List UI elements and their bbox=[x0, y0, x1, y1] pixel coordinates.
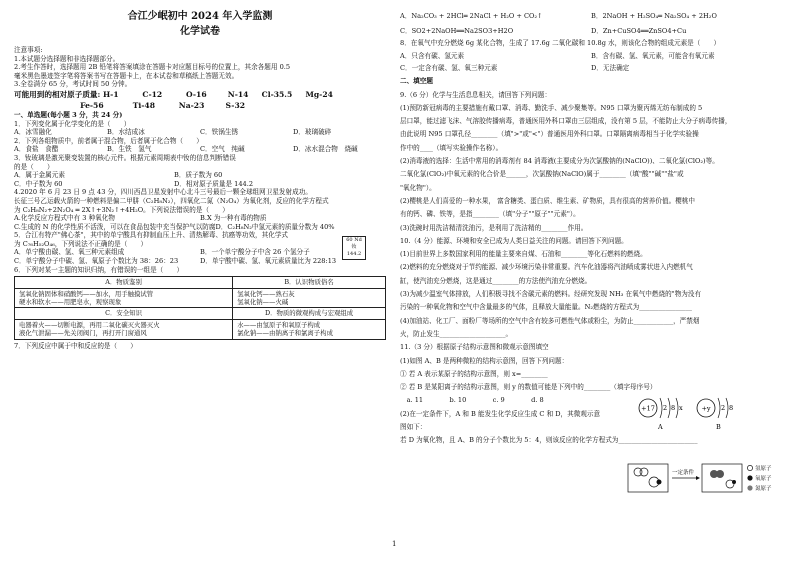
option-d: D．相对原子质量是 144.2 bbox=[174, 179, 254, 188]
q-line: 污染的一种氧化物和空气中含量最多的气体，且释放大量能量。N₂燃烧的方程式为________________ bbox=[400, 303, 692, 312]
left-column bbox=[14, 6, 386, 350]
notice-head: 注意事项: bbox=[14, 46, 43, 54]
option-b: B．生铁 氢气 bbox=[107, 145, 152, 154]
mass-na: Na-23 bbox=[178, 100, 205, 110]
option-a: A．只含有碳、氢元素 bbox=[400, 51, 465, 60]
reaction-micro-diagram bbox=[626, 460, 786, 496]
q-line: 作中的____（填写实验操作名称）。 bbox=[400, 143, 503, 152]
q-line: 9.（6 分）化学与生活息息相关，请回答下列问题： bbox=[400, 90, 552, 99]
q1-stem: 1．下列变化属于化学变化的是（ ） bbox=[14, 119, 131, 128]
q-line: ① 若 A 表示某原子的结构示意图，则 x=________ bbox=[400, 369, 548, 378]
label-b: B bbox=[716, 423, 721, 431]
q7-stem: 7．下列反应中属于中和反应的是（ ） bbox=[14, 341, 137, 350]
q-line: (1)目前世界上多数国家利用的能量主要来自煤、石油和________等化石燃料的燃烧。 bbox=[400, 250, 647, 259]
legend-h-icon bbox=[747, 465, 752, 470]
q-line: (2)樱桃是人们喜爱的一种水果， 富含糖类、蛋白质、维生素、矿物质，具有很高的营养价值。樱桃中 bbox=[400, 196, 695, 205]
q6-table bbox=[14, 276, 386, 339]
notice-item: 毫米黑色墨迹签字笔将答案书写在答题卡上，在本试卷和草稿纸上答题无效。 bbox=[14, 71, 239, 80]
legend-n-icon bbox=[747, 485, 752, 490]
table-cell bbox=[233, 319, 386, 339]
mass-mg: Mg-24 bbox=[305, 89, 333, 99]
shell-b1: 2 bbox=[721, 404, 726, 412]
cell-line: 硬水和软水——用肥皂水，观察现象 bbox=[19, 298, 122, 307]
q-line: (1)预防新冠病毒的主要措施有戴口罩、消毒、勤洗手、减少聚集等。N95 口罩为聚丙烯无纺布制成的 5 bbox=[400, 103, 703, 112]
q5-line: 5．合江有特产"佛心茶"，其中的单宁酸具有抑制血压上升、清热解毒、抗癌等功效，其化学式 bbox=[14, 231, 289, 240]
mass-ti: Ti-48 bbox=[132, 100, 155, 110]
exam-subtitle: 化学试卷 bbox=[180, 26, 220, 37]
q5-options-row1 bbox=[14, 248, 386, 257]
option-b: B．水结成冰 bbox=[107, 128, 145, 137]
atomic-mass-row-1 bbox=[14, 89, 386, 100]
shell-a1: 2 bbox=[663, 404, 668, 412]
q-line: (2)燃料的充分燃烧对于节约能源、减少环境污染非常重要。汽车化油器将汽油喷成雾状进入内燃机气 bbox=[400, 263, 693, 272]
mass-cl: Cl-35.5 bbox=[261, 89, 293, 99]
option-d: D．玻璃破碎 bbox=[293, 128, 332, 137]
notice-item: 3.全卷满分 65 分，考试时间 50 分钟。 bbox=[14, 80, 132, 89]
option-c: C．空气 纯碱 bbox=[200, 145, 245, 154]
option-b: B.X 为一种有毒的物质 bbox=[200, 214, 267, 223]
option-c: C．一定含有碳、氢、氧三种元素 bbox=[400, 64, 498, 73]
section1-heading: 一、单选题(每小题 3 分，共 24 分) bbox=[14, 110, 123, 119]
q-line: (2)消毒液的选择：生活中常用的消毒剂有 84 消毒液(主要成分为次氯酸钠的(NaClO))、二氧化氯(ClO₂)等。 bbox=[400, 157, 719, 166]
table-head: D．物质的微观构成与宏观组成 bbox=[233, 308, 386, 319]
option-d: D．单宁酸中碳、氢、氧元素质量比为 228:13 bbox=[200, 257, 337, 266]
q-line: 11.（3 分）根据原子结构示意图和微观示意图填空 bbox=[400, 343, 549, 352]
q-line: 图如下： bbox=[400, 422, 427, 431]
element-name: 钕 bbox=[351, 244, 357, 250]
q-line: 缸，使汽油充分燃烧，这是通过________的方法使汽油充分燃烧。 bbox=[400, 276, 592, 285]
shell-a3: x bbox=[679, 404, 683, 412]
table-head: B．认识物质俗名 bbox=[233, 277, 386, 288]
cell-line: 氢氧化钠——火碱 bbox=[237, 298, 289, 307]
q-line: 由此说明 N95 口罩孔径________（填">"或"<"）普通医用外科口罩。口罩隔离病毒相当于化学实验操 bbox=[400, 130, 699, 139]
notice-item: 2.考生作答时，选择题用 2B 铅笔将答案填涂在答题卡对应题目标号的位置上，其余各题用 0.5 bbox=[14, 63, 291, 72]
q3-stem-cont: 的是（ ） bbox=[14, 162, 54, 171]
q4-line: 4.2020 年 6 月 23 日 9 点 43 分，四川西昌卫星发射中心北斗三号最后一颗全球组网卫星发射成功。 bbox=[14, 188, 312, 197]
option-c: C.生成的 N 的化学性质不活泼，可以在食品包装中充当保护气以防腐 bbox=[14, 222, 216, 231]
cell-line: 液化气泄漏——先关闭阀门，再打开门窗通风 bbox=[19, 329, 147, 338]
mass-h: H-1 bbox=[103, 89, 119, 99]
q-line: 若 D 为氧化物，且 A、B 的分子个数比为 5：4，则该反应的化学方程式为________________________ bbox=[400, 436, 698, 445]
q-line: (4)加油站、化工厂、面粉厂等场所的空气中含有较多可燃性气体或粉尘，为防止____________，严禁烟 bbox=[400, 316, 700, 325]
option-b: B．一个单宁酸分子中含 26 个氢分子 bbox=[200, 248, 310, 257]
q1-options bbox=[14, 128, 386, 137]
option-a: A．单宁酸由碳、氢、氧三种元素组成 bbox=[14, 248, 125, 257]
option-d: D．Zn+CuSO4══ZnSO4+Cu bbox=[591, 26, 687, 35]
mass-n: N-14 bbox=[227, 89, 249, 99]
mass-s: S-32 bbox=[225, 100, 246, 110]
table-cell bbox=[15, 319, 233, 339]
legend-o: 氧原子 bbox=[755, 476, 772, 482]
q-line: 火，防止发生____________________。 bbox=[400, 329, 513, 338]
cell-line: 氯化钠——由钠离子和氯离子构成 bbox=[237, 329, 333, 338]
mass-c: C-12 bbox=[142, 89, 163, 99]
option-d: D．C₂H₈N₂中氢元素的质量分数为 40% bbox=[215, 222, 335, 231]
exam-title: 合江少岷初中 2024 年入学监测 bbox=[127, 11, 273, 22]
option-b: B．质子数为 60 bbox=[174, 171, 223, 180]
legend-h: 氢原子 bbox=[755, 466, 772, 472]
option-a: A.化学反应方程式中有 3 种氧化物 bbox=[14, 214, 115, 223]
nucleus-b-charge: +y bbox=[701, 404, 711, 413]
product-box bbox=[702, 464, 742, 492]
option-c: C．铁锅生锈 bbox=[200, 128, 239, 137]
table-cell bbox=[15, 288, 233, 308]
atomic-mass-row-2 bbox=[14, 100, 386, 111]
option-a: A．Na₂CO₃ + 2HCl═ 2NaCl + H₂O + CO₂↑ bbox=[400, 12, 543, 20]
option-c: C．SO2+2NaOH══Na2SO3+H2O bbox=[400, 26, 514, 35]
table-cell bbox=[233, 288, 386, 308]
q3-options-row2 bbox=[14, 180, 334, 189]
q7-options-row1 bbox=[400, 12, 782, 21]
option-c: C．中子数为 60 bbox=[14, 179, 63, 188]
q-line: a. 11 b. 10 c. 9 d. 8 bbox=[400, 396, 544, 405]
section2-heading: 二、填空题 bbox=[400, 76, 433, 85]
right-column bbox=[400, 12, 782, 448]
legend-o-icon bbox=[747, 475, 752, 480]
q8-options-row2 bbox=[400, 64, 782, 73]
legend-n: 氮原子 bbox=[755, 486, 772, 492]
notice-item: 1.本试题分选择题和非选择题部分。 bbox=[14, 54, 120, 63]
shell-a2: 8 bbox=[671, 404, 676, 412]
arrow-label: 一定条件 bbox=[672, 470, 695, 476]
q8-options-row1 bbox=[400, 52, 782, 61]
q4-options-row1 bbox=[14, 214, 386, 223]
element-mass: 144.2 bbox=[346, 251, 362, 257]
cell-line: 水——由氢原子和氧原子构成 bbox=[237, 320, 321, 329]
label-a: A bbox=[658, 423, 663, 431]
q-line: 层口罩，能过滤飞沫、气溶胶传播病毒，普通医用外科口罩由三层组成，没有第 5 层，不能防止大分子病毒传播， bbox=[400, 117, 732, 126]
table-head: A．物质鉴别 bbox=[15, 277, 233, 288]
q6-stem: 6．下列对某一主题的知识归纳，有错误的一组是（ ） bbox=[14, 265, 184, 274]
reactant-box bbox=[628, 464, 668, 492]
table-head: C．安全知识 bbox=[15, 308, 233, 319]
nucleus-a-charge: +17 bbox=[641, 404, 655, 413]
option-d: D．冰水混合物 烧碱 bbox=[293, 145, 358, 154]
cell-line: 电器着火——切断电源，再用二氧化碳灭火器灭火 bbox=[19, 320, 160, 329]
cell-line: 氢氧化钙——熟石灰 bbox=[237, 289, 295, 298]
atom-structure-diagram bbox=[636, 392, 746, 432]
q2-stem: 2．下列各组物质中，前者属于混合物，后者属于化合物（ ） bbox=[14, 136, 203, 145]
element-symbol: Nd bbox=[354, 237, 362, 243]
option-c: C．单宁酸分子中碳、氢、氧原子个数比为 38：26：23 bbox=[14, 257, 179, 266]
mass-fe: Fe-56 bbox=[80, 100, 104, 110]
option-b: B．含有碳、氢、氧元素，可能含有氧元素 bbox=[591, 51, 715, 60]
q-line: ② 若 B 是某阳离子的结构示意图，则 y 的数值可能是下列中的________（填字母序号） bbox=[400, 383, 657, 392]
q4-options-row2 bbox=[14, 223, 386, 232]
q-line: (1)如图 A、B 是两种微粒的结构示意图，回答下列问题： bbox=[400, 356, 569, 365]
q5-line: 为 C₇₆H₅₂O₄₆，下列说法不正确的是（ ） bbox=[14, 239, 148, 248]
q2-options bbox=[14, 145, 386, 154]
option-a: A．冰雪融化 bbox=[14, 128, 52, 137]
q-line: "氧化物"）。 bbox=[400, 183, 436, 192]
q-line: (3)洗碗时用洗洁精清洗油污，是利用了洗洁精的________作用。 bbox=[400, 223, 588, 232]
page-number: 1 bbox=[392, 540, 397, 548]
option-a: A．食盐 食醋 bbox=[14, 145, 59, 154]
q-line: 有的钙、磷、铁等，是指________（填"分子""原子""元素"）。 bbox=[400, 210, 580, 219]
q-line: 10.（4 分）能源、环境和安全已成为人类日益关注的问题。请回答下列问题。 bbox=[400, 236, 628, 245]
q8-stem: 8．在氧气中充分燃烧 6g 某化合物，生成了 17.6g 二氧化碳和 10.8g 水，则该化合物的组成元素是（ ） bbox=[400, 39, 721, 48]
q4-line: 长征三号乙运载火箭的一种燃料是偏二甲肼（C₂H₈N₂），四氧化二氮（N₂O₄）为氧化剂，反应的化学方程式 bbox=[14, 196, 329, 205]
q-line: (2)在一定条件下，A 和 B 能发生化学反应生成 C 和 D，其微观示意 bbox=[400, 409, 601, 418]
shell-b2: 8 bbox=[729, 404, 734, 412]
q3-stem: 3．钕玻璃是激光聚变装置的核心元件。根据元素周期表中钕的信息判断错误 bbox=[14, 153, 236, 162]
q4-line: 为 C₂H₈N₂+2N₂O₄ ═ 2X↑+3N₂↑+4H₂O。下列说法错误的是（ ） bbox=[14, 205, 229, 214]
element-box-nd bbox=[342, 236, 366, 260]
option-d: D．无法确定 bbox=[591, 64, 630, 73]
atomic-mass-label: 可能用到的相对原子质量: bbox=[14, 89, 101, 99]
q3-options-row1 bbox=[14, 171, 334, 180]
option-b: B．2NaOH + H₂SO₄═ Na₂SO₄ + 2H₂O bbox=[591, 12, 717, 20]
atomic-number: 60 bbox=[346, 237, 353, 243]
q-line: (3)为减少温室气体排放，人们积极寻找不含碳元素的燃料。经研究发现 NH₃ 在氧气中燃烧的"物为没有 bbox=[400, 290, 702, 299]
q7-options-row2 bbox=[400, 27, 782, 36]
mass-o: O-16 bbox=[185, 89, 207, 99]
q-line: 二氧化氯(ClO₂)中氧元素的化合价是______，次氯酸钠(NaClO)属于________（填"酸""碱""盐"或 bbox=[400, 170, 684, 179]
cell-line: 氢氧化钠固体和硝酸钙——加水，用手触摸试管 bbox=[19, 289, 154, 298]
option-a: A．属于金属元素 bbox=[14, 171, 65, 180]
q5-options-row2 bbox=[14, 257, 386, 266]
